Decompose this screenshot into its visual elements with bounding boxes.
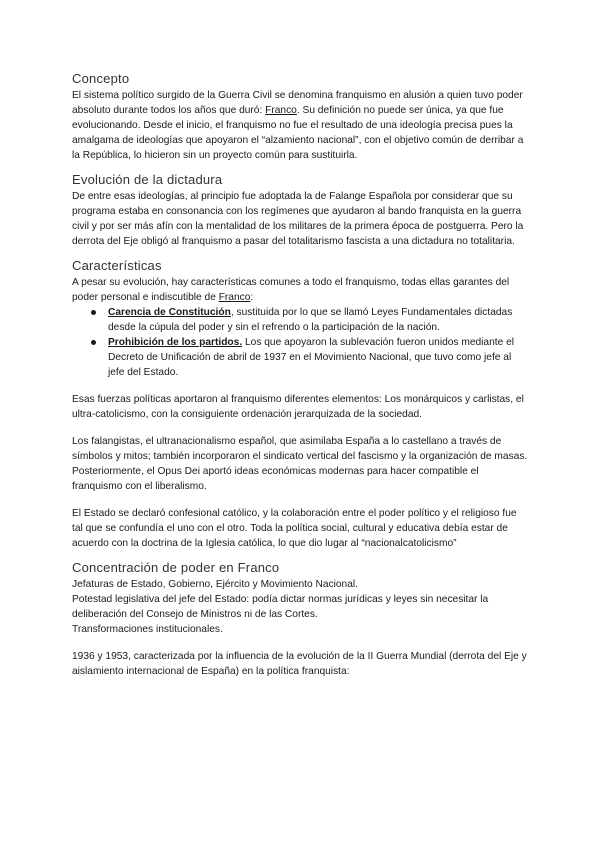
bullet-bold-partidos: Prohibición de los partidos.	[108, 337, 243, 348]
concentracion-line-1: Jefaturas de Estado, Gobierno, Ejército y Movimiento Nacional.	[72, 579, 358, 590]
paragraph-1936-1953: 1936 y 1953, caracterizada por la influencia de la evolución de la II Guerra Mundial (derrota del Eje y aislamiento internacional de España) en la política franquista:	[72, 651, 527, 677]
paragraph-caracteristicas-intro	[72, 275, 530, 305]
spacer	[72, 494, 530, 506]
heading-caracteristicas: Características	[72, 258, 162, 273]
bullet-bold-constitucion: Carencia de Constitución	[108, 307, 231, 318]
concentracion-line-2: Potestad legislativa del jefe del Estado: podía dictar normas jurídicas y leyes sin necesitar la deliberación del Consejo de Ministros ni de las Cortes.	[72, 594, 489, 620]
caracteristicas-list	[72, 305, 530, 380]
franco-link-2[interactable]: Franco	[218, 292, 251, 303]
heading-concepto: Concepto	[72, 71, 130, 86]
list-item	[72, 305, 530, 335]
caracteristicas-intro-a: A pesar su evolución, hay características comunes a todo el franquismo, todas ellas garantes del poder personal e indiscutible de	[72, 277, 510, 303]
paragraph-evolucion: De entre esas ideologías, al principio fue adoptada la de Falange Española por considerar que su programa estaba en consonancia con los regímenes que ayudaron al bando franquista en la guerra civil y por ser más afín con la mentalidad de los militares de la primera época de postguerra. Pero la derrota del Eje obligó al franquismo a pasar del totalitarismo fascista a una dictadura no totalitaria.	[72, 191, 524, 247]
spacer	[72, 380, 530, 392]
caracteristicas-intro-b: :	[250, 292, 254, 303]
heading-evolucion: Evolución de la dictadura	[72, 172, 223, 187]
document-content	[72, 70, 530, 679]
bullet-text-partidos: Los que apoyaron la sublevación fueron unidos mediante el Decreto de Unificación de abril de 1937 en el Movimiento Nacional, que tuvo como jefe al jefe del Estado.	[108, 337, 515, 378]
bullet-text-constitucion: , sustituida por lo que se llamó Leyes Fundamentales dictadas desde la cúpula del poder y sin el refrendo o la participación de la nación.	[108, 307, 513, 333]
spacer	[72, 637, 530, 649]
franco-link[interactable]: Franco	[265, 105, 297, 116]
paragraph-fuerzas-politicas: Esas fuerzas políticas aportaron al franquismo diferentes elementos: Los monárquicos y carlistas, el ultra-catolicismo, con la consiguiente ordenación jerarquizada de la sociedad.	[72, 394, 524, 420]
list-item	[72, 335, 530, 380]
paragraph-falangistas: Los falangistas, el ultranacionalismo español, que asimilaba España a lo castellano a través de símbolos y mitos; también incorporaron el sindicato vertical del fascismo y la organización de masas. Posteriormente, el Opus Dei aportó ideas económicas modernas para hacer compatible el franquismo con el liberalismo.	[72, 436, 528, 492]
spacer	[72, 422, 530, 434]
paragraph-concepto	[72, 88, 530, 163]
concepto-text-a: El sistema político surgido de la Guerra Civil se denomina franquismo en alusión a quien tuvo poder absoluto durante todos los años que duró:	[72, 90, 523, 116]
paragraph-estado-confesional: El Estado se declaró confesional católico, y la colaboración entre el poder político y el religioso fue tal que se confundía el uno con el otro. Toda la política social, cultural y educativa debía estar de acuerdo con la doctrina de la Iglesia católica, lo que dio lugar al “nacionalcatolicismo”	[72, 508, 517, 549]
concepto-text-b: . Su definición no puede ser única, ya que fue evolucionando. Desde el inicio, el franquismo no fue el resultado de una ideología precisa pues la amalgama de ideologías que apoyaron el “alzamiento nacional”, con el objetivo común de derribar a la República, lo hicieron sin un proyecto común para sustituirla.	[72, 105, 524, 161]
concentracion-line-3: Transformaciones institucionales.	[72, 624, 223, 635]
heading-concentracion: Concentración de poder en Franco	[72, 560, 280, 575]
